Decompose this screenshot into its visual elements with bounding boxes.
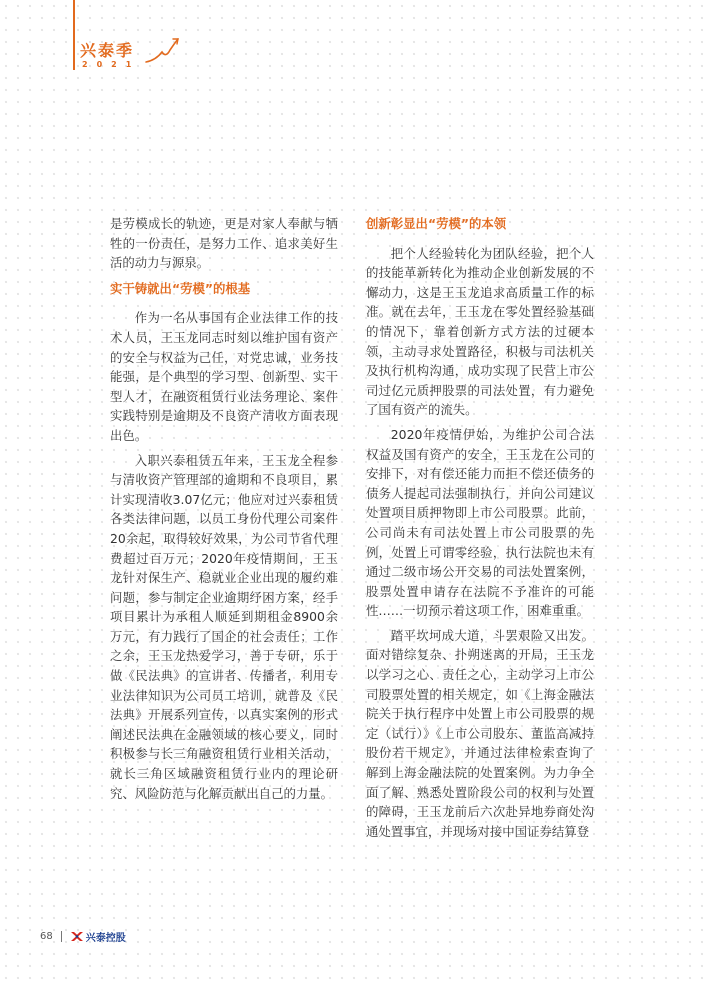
page-footer (40, 928, 126, 944)
section-heading-foundation: 实干铸就出“劳模”的根基 (110, 280, 251, 296)
left-column (110, 214, 338, 808)
body-paragraph: 2020年疫情伊始，为维护公司合法权益及国有资产的安全，王玉龙在公司的安排下，对有偿还能力而拒不偿还债务的债务人提起司法强制执行，并向公司建议处置项目质押物即上市公司股票。此前，公司尚未有司法处置上市公司股票的先例，处置上可谓零经验，执行法院也未有通过二级市场公开交易的司法处置案例，股票处置申请存在法院不予准许的可能性……一切预示着这项工作，困难重重。 (366, 426, 594, 619)
xingtai-logo-icon (70, 931, 84, 942)
body-paragraph: 踏平坎坷成大道，斗罢艰险又出发。面对错综复杂、扑朔迷离的开局，王玉龙以学习之心、责任之心，主动学习上市公司股票处置的相关规定，如《上海金融法院关于执行程序中处置上市公司股票的规定（试行）》《上市公司股东、董监高减持股份若干规定》，并通过法律检索查询了解到上海金融法院的处置案例。为力争全面了解、熟悉处置阶段公司的权利与处置的障碍，王玉龙前后六次赴异地券商处沟通处置事宜，并现场对接中国证券结算登 (366, 627, 594, 839)
body-paragraph: 入职兴泰租赁五年来，王玉龙全程参与清收资产管理部的逾期和不良项目，累计实现清收3.07亿元；他应对过兴泰租赁各类法律问题，以员工身份代理公司案件20余起，取得较好效果，为公司节省代理费超过百万元；2020年疫情期间，王玉龙针对保生产、稳就业企业出现的履约难问题，参与制定企业逾期纾困方案，经手项目累计为承租人顺延到期租金8900余万元，有力践行了国企的社会责任；工作之余，王玉龙热爱学习，善于专研，乐于做《民法典》的宣讲者、传播者，利用专业法律知识为公司员工培训，就普及《民法典》开展系列宣传，以真实案例的形式阐述民法典在金融领域的核心要义，同时积极参与长三角融资租赁行业相关活动，就长三角区域融资租赁行业内的理论研究、风险防范与化解贡献出自己的力量。 (110, 452, 338, 801)
masthead-year: 2021 (82, 60, 141, 69)
body-paragraph: 把个人经验转化为团队经验，把个人的技能革新转化为推动企业创新发展的不懈动力，这是王玉龙追求高质量工作的标准。就在去年，王玉龙在零处置经验基础的情况下，靠着创新方式方法的过硬本领，主动寻求处置路径，积极与司法机关及执行机构沟通，成功实现了民营上市公司过亿元质押股票的司法处置，有力避免了国有资产的流失。 (366, 245, 594, 418)
swoosh-icon (144, 36, 180, 66)
body-paragraph: 作为一名从事国有企业法律工作的技术人员，王玉龙同志时刻以维护国有资产的安全与权益为己任，对党忠诚，业务技能强，是个典型的学习型、创新型、实干型人才，在融资租赁行业法务理论、案件实践特别是逾期及不良资产清收方面表现出色。 (110, 310, 338, 443)
masthead-title: 兴泰季 (80, 41, 135, 60)
footer-divider (61, 931, 62, 942)
right-column (366, 214, 594, 846)
header-accent-line (73, 0, 75, 70)
intro-paragraph: 是劳模成长的轨迹，更是对家人奉献与牺牲的一份责任，是努力工作、追求美好生活的动力与源泉。 (110, 216, 338, 271)
masthead (80, 36, 180, 76)
brand-name: 兴泰控股 (85, 932, 126, 944)
page-number: 68 (40, 930, 53, 942)
section-heading-innovation: 创新彰显出“劳模”的本领 (366, 216, 507, 231)
